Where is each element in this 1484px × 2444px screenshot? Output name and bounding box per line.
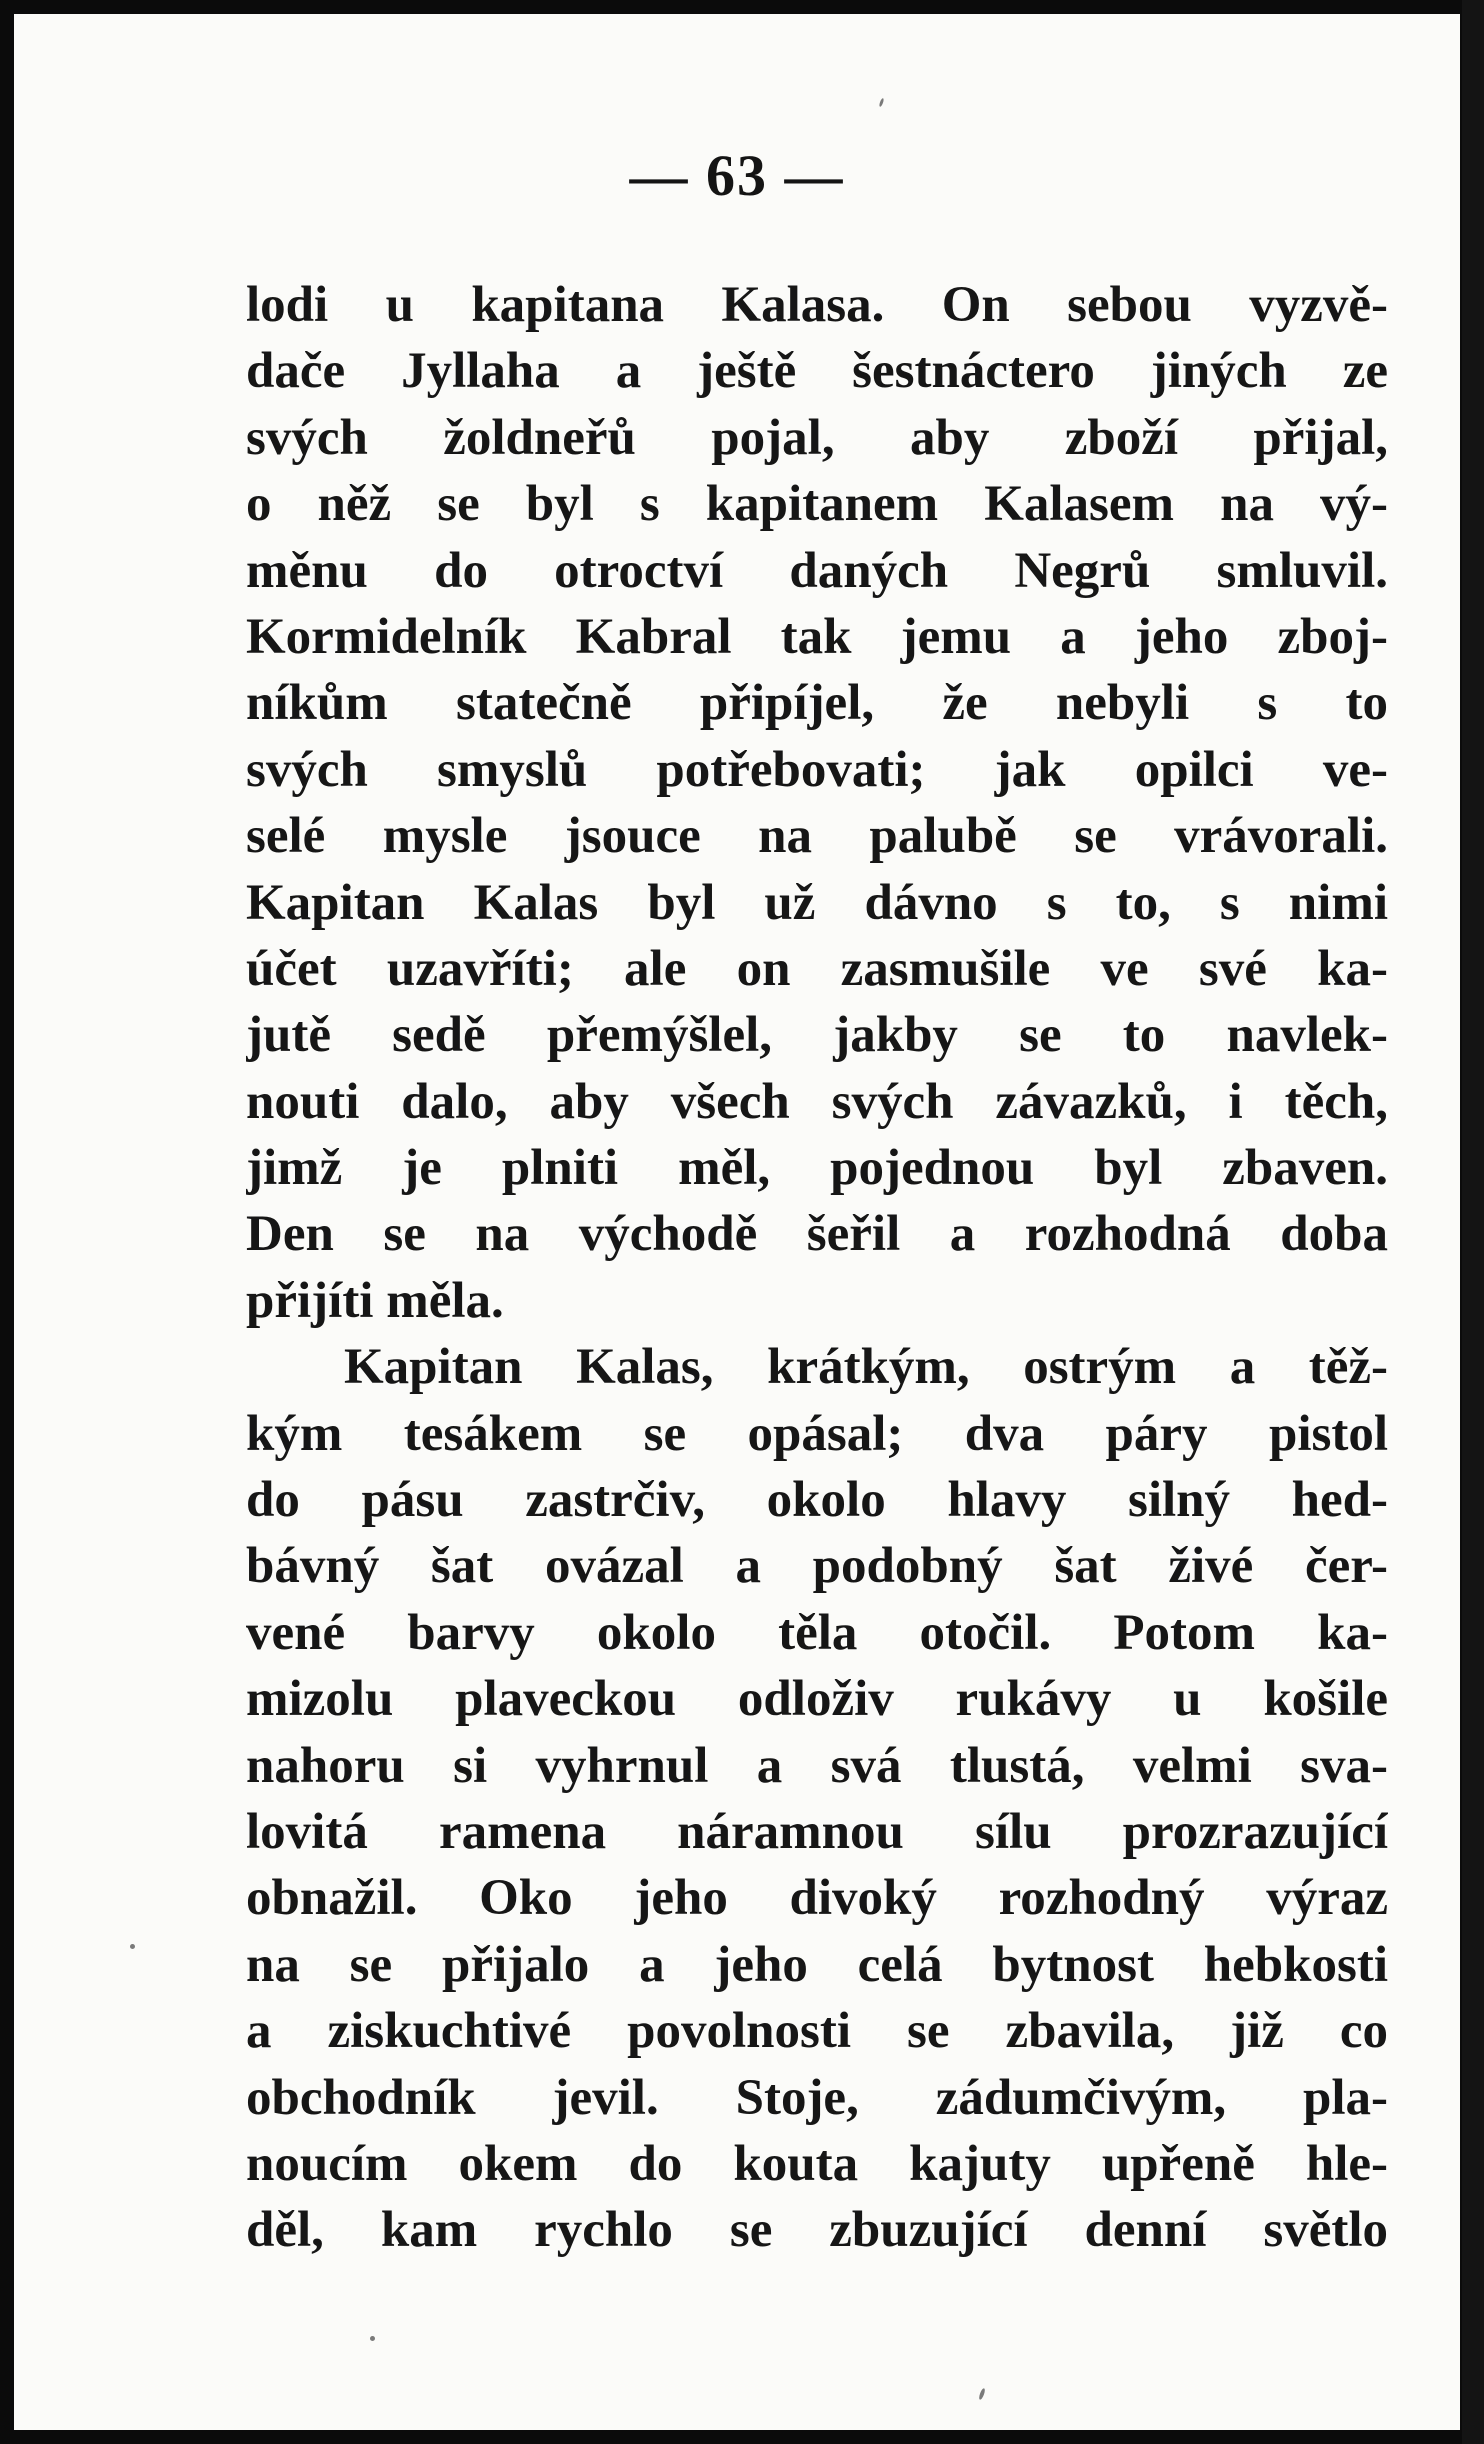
text-line: Kapitan Kalas byl už dávno s to, s nimi [246,874,1388,931]
scan-edge [1462,0,1484,2444]
page-number: — 63 — [629,143,845,208]
text-line: vené barvy okolo těla otočil. Potom ka- [246,1604,1388,1661]
body-text [246,272,1388,2264]
text-line: obnažil. Oko jeho divoký rozhodný výraz [246,1870,1388,1927]
text-line-first: Kapitan Kalas, krátkým, ostrým a těž- [344,1339,1388,1396]
text-line: měnu do otroctví daných Negrů smluvil. [246,542,1388,599]
text-line: účet uzavříti; ale on zasmušile ve své ka- [246,940,1388,997]
text-line: obchodník jevil. Stoje, zádumčivým, pla- [246,2069,1388,2126]
text-line: Den se na východě šeřil a rozhodná doba [246,1206,1388,1263]
text-line: níkům statečně připíjel, že nebyli s to [246,675,1388,732]
text-line: a ziskuchtivé povolnosti se zbavila, již co [246,2003,1388,2060]
paragraph-1 [246,272,1388,1334]
text-line: bávný šat ovázal a podobný šat živé čer- [246,1538,1388,1595]
text-line: lodi u kapitana Kalasa. On sebou vyzvě- [246,277,1388,333]
text-line: kým tesákem se opásal; dva páry pistol [246,1405,1388,1462]
text-line: nouti dalo, aby všech svých závazků, i těch, [246,1073,1388,1130]
text-line: nahoru si vyhrnul a svá tlustá, velmi sva- [246,1737,1388,1794]
text-line: jimž je plniti měl, pojednou byl zbaven. [246,1140,1388,1197]
text-line: děl, kam rychlo se zbuzující denní světlo [246,2202,1388,2259]
text-line: svých žoldneřů pojal, aby zboží přijal, [246,409,1388,466]
scan-speck [879,98,885,107]
text-line: mizolu plaveckou odloživ rukávy u košile [246,1671,1388,1728]
scan-speck [978,2388,986,2401]
text-line: jutě sedě přemýšlel, jakby se to navlek- [246,1007,1388,1064]
text-line-last: přijíti měla. [246,1272,504,1329]
text-line: svých smyslů potřebovati; jak opilci ve- [246,741,1388,798]
paragraph-2 [246,1334,1388,2263]
text-line: na se přijalo a jeho celá bytnost hebkosti [246,1936,1388,1993]
scan-speck [370,2336,375,2341]
text-line: noucím okem do kouta kajuty upřeně hle- [246,2135,1388,2192]
text-line: selé mysle jsouce na palubě se vrávorali. [246,808,1388,865]
text-line: o něž se byl s kapitanem Kalasem na vý- [246,476,1388,533]
text-line: do pásu zastrčiv, okolo hlavy silný hed- [246,1472,1388,1529]
text-line: lovitá ramena náramnou sílu prozrazující [246,1803,1388,1860]
book-page [14,14,1460,2430]
text-line: Kormidelník Kabral tak jemu a jeho zboj- [246,608,1388,665]
text-line: dače Jyllaha a ještě šestnáctero jiných ze [246,343,1388,400]
scan-speck [130,1944,135,1949]
